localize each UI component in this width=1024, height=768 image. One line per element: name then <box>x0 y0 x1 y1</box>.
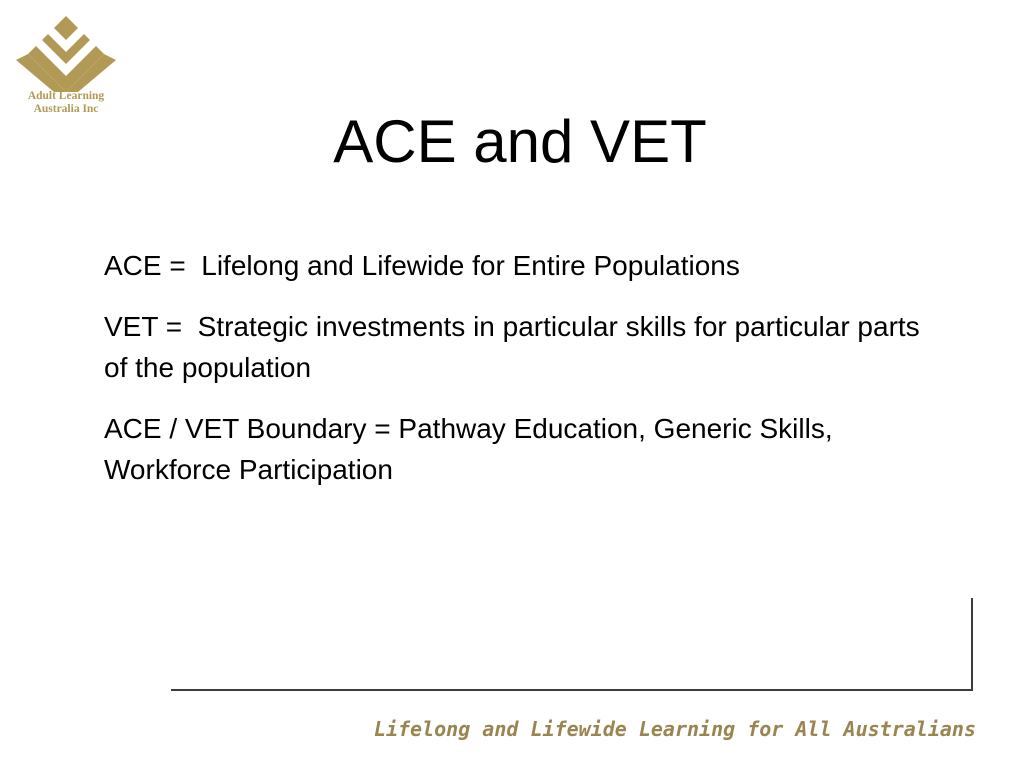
footer-tagline: Lifelong and Lifewide Learning for All Australians <box>373 717 976 741</box>
point-ace: ACE = Lifelong and Lifewide for Entire Populations <box>104 250 740 281</box>
logo-line-1: Adult Learning <box>27 90 105 102</box>
footer-horizontal-rule <box>171 689 973 691</box>
footer-vertical-rule <box>971 598 973 691</box>
point-boundary: ACE / VET Boundary = Pathway Education, Generic Skills, Workforce Participation <box>104 413 841 485</box>
stacked-chevron-diamond-logo-icon <box>14 14 118 94</box>
slide-title: ACE and VET <box>333 108 707 175</box>
logo-line-2: Australia Inc <box>33 103 99 115</box>
point-vet: VET = Strategic investments in particular skills for particular parts of the population <box>104 311 928 383</box>
slide-body <box>104 245 928 510</box>
